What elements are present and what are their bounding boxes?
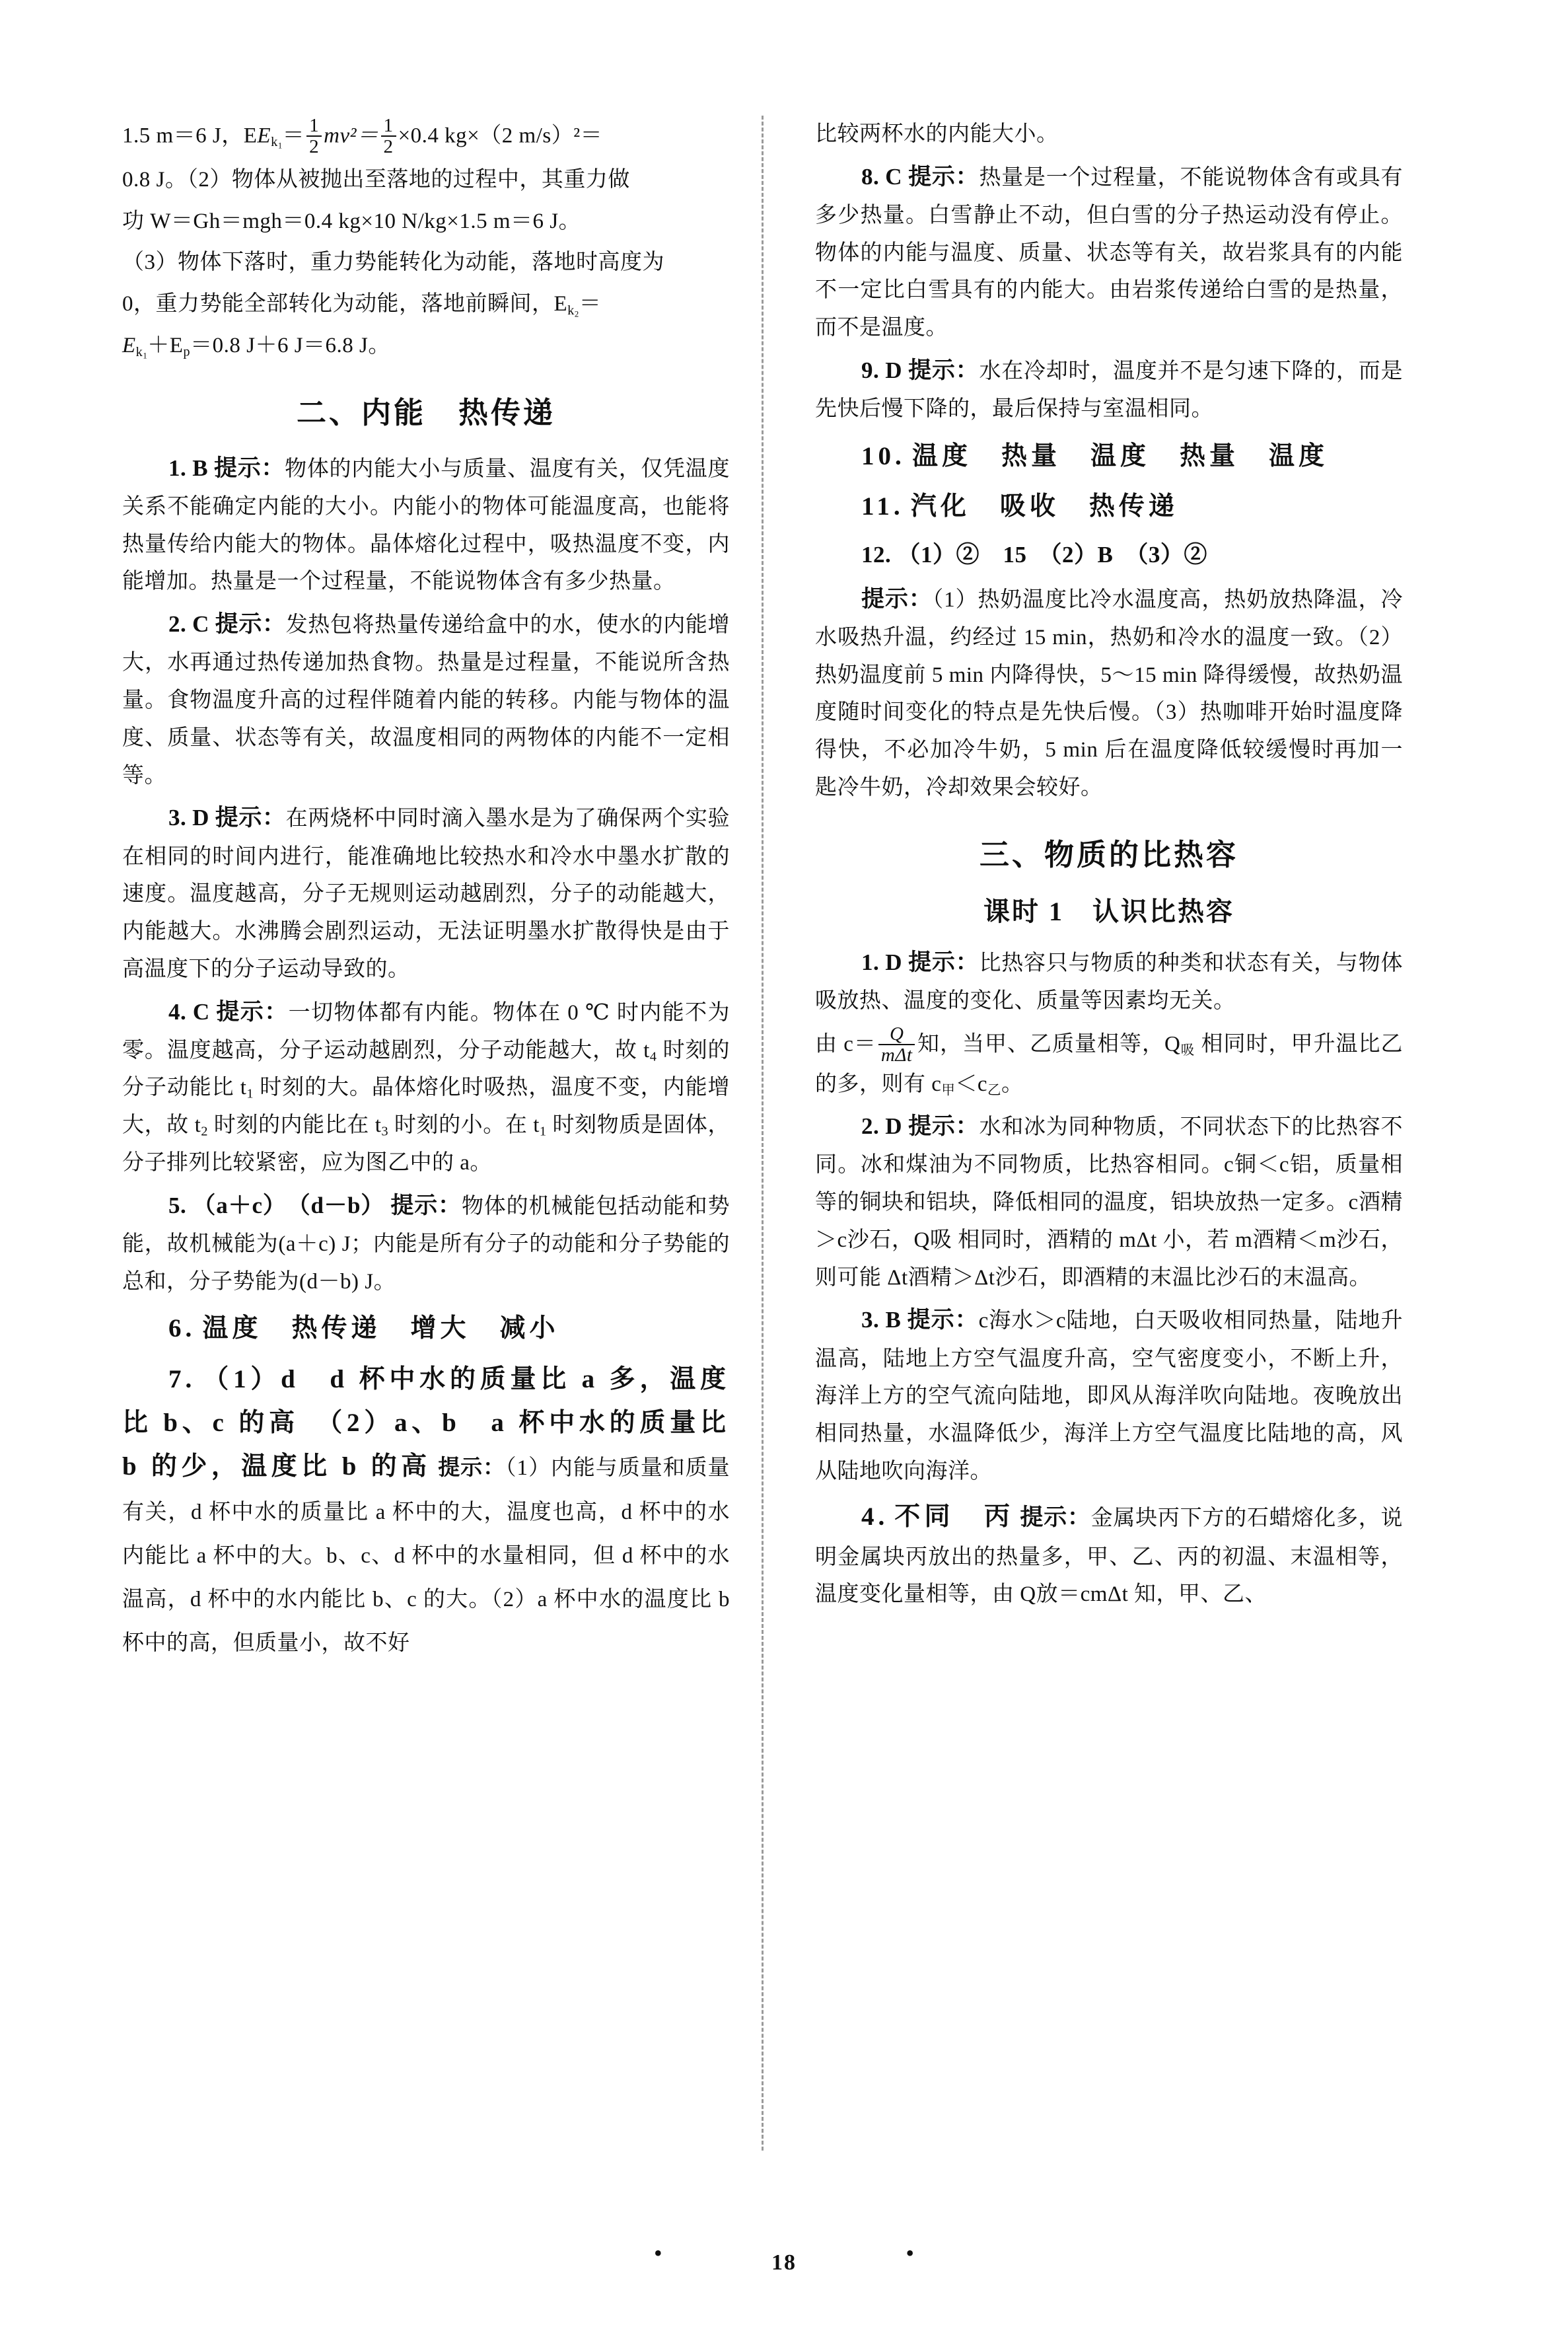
carryover-line-2: 0.8 J。（2）物体从被抛出至落地的过程中，其重力做	[122, 167, 630, 192]
tip-label: 提示：	[215, 611, 286, 638]
tip-text-e: 时刻的小。在 t	[388, 1113, 540, 1138]
answer-item-10	[815, 435, 1403, 478]
question-number: 10.	[861, 441, 906, 470]
answer-item-5	[122, 1186, 730, 1301]
question-number: 4.	[168, 998, 187, 1025]
answer-value: 不同 丙	[894, 1502, 1015, 1531]
tip-text-a: 比热容只与物质的种类和状态有关，与物体吸放热、温度的变化、质量等因素均无关。	[815, 951, 1403, 1013]
subscript-jia: 甲	[941, 1083, 956, 1098]
answer-value: D	[885, 1113, 903, 1140]
tip-label: 提示：	[907, 1307, 979, 1333]
tip-label: 提示：	[908, 163, 980, 190]
tip-text-b: 时刻的分子动能比 t	[122, 1038, 731, 1100]
answer-value: （a＋c） （d－b）	[192, 1192, 385, 1218]
tip-text: c海水＞c陆地，白天吸收相同热量，陆地升温高，陆地上方空气温度升高，空气密度变小，不断上升，海洋上方的空气流向陆地，即风从海洋吹向陆地。夜晚放出相同热量，水温降低少，海洋上方空气温度比陆地的高，风从陆地吹向海洋。	[815, 1309, 1404, 1483]
formula-tail-2: ＜c	[955, 1072, 987, 1096]
subscript-p: p	[183, 344, 191, 359]
question-number: 8.	[861, 163, 880, 190]
carryover-part-7: ＝0.8 J＋6 J＝6.8 J。	[190, 333, 390, 357]
sh-answer-item-3	[815, 1300, 1403, 1490]
tip-text: （1）内能与质量和质量有关，d 杯中水的质量比 a 杯中的大，温度也高，d 杯中的水内能比 a 杯中的大。b、c、d 杯中的水量相同，但 d 杯中的水温高，d 杯中的水内能比 b、c 的大。（2）a 杯中水的温度比 b 杯中的高，但质量小，故不好	[122, 1456, 731, 1656]
answer-value: （1）d d 杯中水的质量比 a 多，温度比 b、c 的高 （2）a、b a 杯中水的质量比 b 的少，温度比 b 的高	[122, 1364, 731, 1481]
formula-tail: 相同时，甲升温比乙的多，则有 c	[815, 1032, 1403, 1096]
lesson-title-1: 课时 1 认识比热容	[983, 896, 1234, 926]
question-number: 2.	[168, 611, 187, 638]
answer-item-12	[815, 535, 1403, 575]
symbol-ek1-2: E	[122, 333, 136, 357]
tip-text-d: 时刻的内能比在 t	[207, 1113, 382, 1138]
fraction-one-half-b	[381, 116, 396, 157]
question-number: 12.	[861, 542, 892, 568]
tip-label: 提示：	[390, 1192, 462, 1218]
carryover-line-6	[122, 327, 730, 365]
carryover-line-3: 功 W＝Gh＝mgh＝0.4 kg×10 N/kg×1.5 m＝6 J。	[122, 209, 581, 233]
fraction-one-half-a	[306, 116, 322, 157]
subscript-yi: 乙	[987, 1083, 1001, 1098]
answer-value: C	[885, 163, 903, 190]
carryover-part-2: ＝	[282, 124, 305, 148]
two-column-body	[122, 116, 1446, 2151]
formula-lead: 由 c＝	[815, 1032, 876, 1056]
question-number: 4.	[861, 1502, 889, 1531]
subscript-t4: 4	[649, 1049, 657, 1064]
right-carryover: 比较两杯水的内能大小。	[815, 122, 1059, 146]
formula-tail-3: 。	[1001, 1072, 1024, 1096]
tip-text: 水在冷却时，温度并不是匀速下降的，而是先快后慢下降的，最后保持与室温相同。	[815, 359, 1403, 422]
fraction-numerator: 1	[309, 115, 320, 136]
tip-text-f: 时刻物质是固体，分子排列比较紧密，应为图乙中的 a。	[122, 1113, 731, 1175]
tip-label: 提示：	[908, 357, 980, 383]
subscript-t2: 2	[201, 1124, 208, 1139]
answer-value: （1）② 15 （2）B （3）②	[897, 542, 1207, 568]
answer-value: D	[885, 357, 903, 383]
tip-text: 热量是一个过程量，不能说物体含有或具有多少热量。白雪静止不动，但白雪的分子热运动没有停止。物体的内能与温度、质量、状态等有关，故岩浆具有的内能不一定比白雪具有的内能大。由岩浆传递给白雪的是热量，而不是温度。	[815, 165, 1403, 340]
subscript-absorbed: 吸	[1180, 1043, 1195, 1058]
tip-label: 提示：	[438, 1456, 506, 1481]
sh-answer-item-1	[815, 943, 1403, 1020]
subscript-t1: 1	[246, 1087, 254, 1102]
answer-value: C	[192, 998, 210, 1025]
question-number: 2.	[861, 1113, 880, 1140]
tip-label: 提示：	[1020, 1504, 1091, 1530]
fraction-denominator: 2	[381, 135, 396, 157]
tip-label: 提示：	[861, 585, 933, 612]
subscript-t3: 3	[381, 1124, 389, 1139]
question-number: 1.	[861, 949, 880, 975]
section-title-internal-energy: 二、内能 热传递	[296, 396, 555, 429]
subscript-k1-2: k1	[135, 344, 148, 361]
sh-answer-item-2	[815, 1107, 1403, 1296]
tip-text: （1）热奶温度比冷水温度高，热奶放热降温，冷水吸热升温，约经过 15 min，热奶和冷水的温度一致。（2）热奶温度前 5 min 内降得快，5～15 min 降得缓慢，故热奶温度随时间变化的特点是先快后慢。（3）热咖啡开始时温度降得快，不必加冷牛奶，5 min 后在温度降低较缓慢时再加一匙冷牛奶，冷却效果会较好。	[815, 587, 1403, 799]
answer-item-3	[122, 798, 730, 988]
tip-text: 发热包将热量传递给盒中的水，使水的内能增大，水再通过热传递加热食物。热量是过程量，不能说所含热量。食物温度升高的过程伴随着内能的转移。内能与物体的温度、质量、状态等有关，故温度相同的两物体的内能不一定相等。	[122, 613, 730, 788]
subscript-k1: k1	[271, 135, 283, 151]
question-number: 7.	[168, 1364, 196, 1393]
fraction-denominator: 2	[306, 135, 322, 157]
carryover-part-3: mv²＝	[324, 124, 379, 148]
subscript-k2: k2	[567, 303, 579, 319]
formula-mid: 知，当甲、乙质量相等，Q	[917, 1032, 1181, 1056]
footer-dot-left: •	[654, 2240, 662, 2266]
answer-value: 温度 热传递 增大 减小	[202, 1314, 559, 1343]
left-column	[122, 116, 756, 2151]
answer-item-1	[122, 449, 730, 601]
question-number: 6.	[168, 1314, 196, 1343]
tip-text: 在两烧杯中同时滴入墨水是为了确保两个实验在相同的时间内进行，能准确地比较热水和冷水中墨水扩散的速度。温度越高，分子无规则运动越剧烈，分子的动能越大，内能越大。水沸腾会剧烈运动，无法证明墨水扩散得快是由于高温度下的分子运动导致的。	[122, 807, 730, 981]
fraction-q-over-mdt	[878, 1024, 915, 1066]
answer-item-2	[122, 605, 730, 794]
question-number: 3.	[168, 805, 187, 831]
answer-value: 温度 热量 温度 热量 温度	[912, 441, 1329, 470]
question-number: 1.	[168, 455, 187, 481]
right-column	[769, 116, 1403, 2151]
tip-label: 提示：	[215, 805, 286, 831]
column-divider	[762, 116, 764, 2151]
tip-text-c: 时刻的大。晶体熔化时吸热，温度不变，内能增大，故 t	[122, 1076, 730, 1138]
answer-item-11	[815, 485, 1403, 529]
fraction-denominator: mΔt	[878, 1044, 915, 1065]
tip-label: 提示：	[214, 455, 285, 481]
tip-label: 提示：	[908, 1113, 980, 1140]
answer-item-8	[815, 157, 1403, 347]
footer-dot-right: •	[906, 2240, 914, 2266]
carryover-line-4: （3）物体下落时，重力势能转化为动能，落地时高度为	[122, 250, 664, 275]
carryover-part-6: ＋E	[147, 333, 184, 357]
answer-item-7	[122, 1358, 730, 1664]
answer-value: D	[192, 805, 209, 831]
fraction-numerator: 1	[383, 115, 394, 136]
tip-text: 金属块丙下方的石蜡熔化多，说明金属块丙放出的热量多，甲、乙、丙的初温、末温相等，温度变化量相等，由 Q放＝cmΔt 知，甲、乙、	[815, 1506, 1403, 1607]
section-title-specific-heat: 三、物质的比热容	[979, 838, 1238, 871]
answer-value: 汽化 吸收 热传递	[910, 492, 1178, 521]
tip-label: 提示：	[908, 949, 980, 975]
carryover-part-4: ×0.4 kg×（2 m/s）²＝	[398, 124, 603, 148]
tip-text: 物体的内能大小与质量、温度有关，仅凭温度关系不能确定内能的大小。内能小的物体可能温度高，也能将热量传给内能大的物体。晶体熔化过程中，吸热温度不变，内能增加。热量是一个过程量，不能说物体含有多少热量。	[122, 457, 730, 594]
answer-value: B	[192, 455, 209, 481]
tip-text: 物体的机械能包括动能和势能，故机械能为(a＋c) J；内能是所有分子的动能和分子势能的总和，分子势能为(d－b) J。	[122, 1194, 731, 1294]
answer-item-12-tip	[815, 579, 1403, 807]
carryover-part-5: 0，重力势能全部转化为动能，落地前瞬间，E	[122, 292, 568, 316]
fraction-numerator: Q	[889, 1023, 904, 1045]
question-number: 3.	[861, 1307, 880, 1333]
sh-answer-item-1-formula	[815, 1024, 1403, 1103]
answer-value: B	[885, 1307, 902, 1333]
answer-item-4	[122, 992, 730, 1182]
carryover-part-1: 1.5 m＝6 J，E	[122, 124, 258, 148]
question-number: 5.	[168, 1192, 187, 1218]
question-number: 9.	[861, 357, 880, 383]
answer-value: C	[192, 611, 209, 638]
carryover-formula-paragraph	[122, 116, 730, 157]
answer-item-9	[815, 351, 1403, 428]
tip-label: 提示：	[216, 998, 289, 1025]
question-number: 11.	[861, 492, 904, 521]
carryover-line-5: 0，重力势能全部转化为动能，落地前瞬间，$E_{k_2}=$	[122, 292, 602, 319]
symbol-ek1: E	[257, 124, 271, 148]
sh-answer-item-4	[815, 1495, 1403, 1614]
tip-text: 水和冰为同种物质，不同状态下的比热容不同。冰和煤油为不同物质，比热容相同。c铜＜c铝，质量相等的铜块和铝块，降低相同的温度，铝块放热一定多。c酒精＞c沙石，Q吸 相同时，酒精的 mΔt 小，若 m酒精＜m沙石，则可能 Δt酒精＞Δt沙石，即酒精的末温比沙石的末温高。	[815, 1115, 1403, 1290]
page-number: 18	[771, 2250, 797, 2275]
answer-value: D	[885, 949, 903, 975]
answer-item-6	[122, 1307, 730, 1350]
tip-text-a: 一切物体都有内能。物体在 0 ℃ 时内能不为零。温度越高，分子运动越剧烈，分子动能越大，故 t	[122, 1000, 730, 1062]
subscript-t1-2: 1	[539, 1124, 547, 1139]
